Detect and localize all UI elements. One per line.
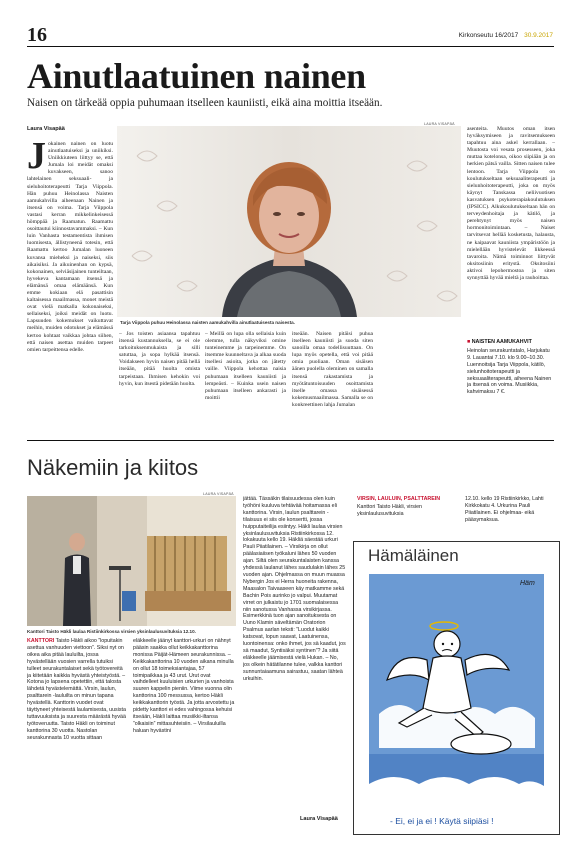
- article-title: Ainutlaatuinen nainen: [27, 56, 366, 96]
- cantor-photo: [27, 496, 236, 626]
- info-box-body: Heinolan seurakuntatalo, Harjukatu 9. Lauantai 7.10. klo 9.00–10.30. Luennoitsija Tarja Viippola, kätilö, sielunhoitoterapeutti ja seksuaaliterapeutti, aiheena Nainen ja itsensä on voima. Musiikkia, kahvimaksu 7 €.: [467, 347, 552, 396]
- section-rule: [27, 440, 554, 441]
- article-col-5: asenteita. Muutos oman itsen hyväksymiseen ja ravitsemukseen tapahtuu aina askel kerrallaan. – Muutosta voi vesata prosesseen, joka muttaa kotelonsa, oikoo siipiään ja on herkien pätsä vailla. Sitten naisen tulee lentoon. Tarja Viippola on koulutukseltaan seksuaaliterapeutti ja sielunhoitoterapeutti, joka on myös käynyt Tanskassa neliivuotisen kasvatuksen psykoterapiakoulutuksen (IPSICC). Alkukoulutukseltaan hän on terveydenhoitaja ja kätilö, ja perehtynyt myös naisen hormonitoimintaan. – Naiset tarvitsevat hellää kosketusta, halausta, ne kaipaavat kauniista ympäristöön ja mielellään hyvistelevät likkeessä tavaroita. Nämä toiminnot liittyvät oksitosiinin eritystä. Oksitosiini aktivoi lepohermostoa ja siten synnyttää hyvää mieltä ja rauhoittaa.: [467, 126, 555, 281]
- header-meta: [459, 32, 553, 39]
- article2-col-3: jättää. Tässäkin tilaisuudessa olen kuin työhöni kuuluva tehtävää hoitamassa eli kanttorina. Virsin, laulun psalttarein -tilaisuus ei siis ole konsertti, jossa huipputaiteilija esiintyy. Häkli laulaa virsien yksinlaulusuvituksia Ristiinkirkossa 12. lokakuuta kello 19. Häkliä säestää urkuri Pauli Piiatilainen. – Virsikirja on ollut päälasiaiisen työkaluni lähes 50 vuoden ajan. Siltä olen seurakuntalaisten kanssa yhdessä laulanut lähes saudulakin lähes 25 vuoden ajan. Ohjelmassa on muun muassa Nybergin Jos ei Herra huoneita rakenna, Maasalon Taivaaseen käy matkamme sekä Bachin Pois aurinko jo valpui. Muutamat virret on julkaistu jo 1701 suomalaisessa niin sanotussa Vanhassa virsikirjassa. Esimerkkinä tuon ajan sanoituksesta on Uuno Klamin säveltämän Oratorion Psalmus aarlan teksti: ”Luodut kaikki katsovat, lopun saavat, Laatuinensa, luontoinensa: onko ihmet, jos sä kaadut, jos sä maadut, Syntisäksi syntinen”? Ja siitä eläkkeelle jäämisestä vielä Hukan. – No, jos olkein hätätilanne tulee, valkka kanttori sunnuntaiaamuna sairastuu, saatan lähteä urkuihin.: [243, 496, 346, 682]
- photo-credit: LAURA VISAPÄÄ: [424, 122, 455, 126]
- article-subtitle: Naisen on tärkeää oppia puhumaan itselleen kauniisti, eikä aina moittia itseään.: [27, 97, 383, 109]
- info-box-2-body: 12.10. kello 19 Ristiinkirkko, Lahti Kirkkokatu 4. Urkurina Pauli Piiatilainen. Ei ohjelmaa- eikä pääsymaksua.: [465, 496, 544, 523]
- photo-credit-2: LAURA VISAPÄÄ: [203, 492, 234, 496]
- info-box-2-title: VIRSIN, LAULUIN, PSALTTAREIN: [357, 496, 441, 502]
- info-box-2-sub: Kanttori Taisto Häkli, virsien yksinlaulusuvituksia: [357, 503, 422, 517]
- article2-col-1: KANTTORI Taisto Häkli aikoo ”lopuitakin asettua vanhuuden viettoon”. Siksi nyt on oikea aika pitää lauluilta, jossa hyvästellään vuosien varrella tutuiksi tulleet seurakuntalaiset sekä työtovereitä ja kiitetään kaikkia hyvästä yhteistyöstä. – Kotona jo lapsena opetettiin, että talosta lähdetä hyvästelemättä. Virsin, laulun, psalttarein -lauluilta on minun tapana hyvästellä. Kanttorin vuodet ovat täyttyneet yhteisestä laulamisesta, uusista tuttavuuksista ja suuresta määrästä hyvää työtoveruutta. Taisto Häkli on toiminut kanttorina 30 vuotta. Nastolan seurakunnasta 10 vuotta sittaan: [27, 638, 126, 741]
- article-col-4: itseään. Naisen pitäisi puhua itselleen kauniisti ja suoda siten sanoilla omaa todellisuuttaan. On lupa myös opetella, että voi pitää omia puoliaan. Oman sisäisen äänen puolella oleminen on samalla itsensä rakastamista ja myötätuntoisuuden osoittamista itselle omassa sisäisessä kokemusmaailmassa. Samalla se on konkreettinen lahja Jumalan: [292, 331, 373, 408]
- portrait-photo: [117, 126, 461, 317]
- article-col-1: Jokainen nainen on luotu ainutlaatuiseksi ja uniikiksi. Uniikkiuteen liittyy se, että Jumala loi meidät omaksi kuvakseen, sanoo lahtelainen seksuaali- ja sieluhoitoterapeutti Tarja Viippola. Hän puhuu Heinolassa Naisten aamukahvilla aiheenaan Nainen ja itsensä on voima. Tarja Viippola vastasi kerran mikkelinkeisessä hömppää ja Raamatun. Raamattu osoittautui kiinnostavammaksi. – Kun luin Vanhasta testamentista ihmisen luomisesta, ällistyneenä totesin, että Raamattu kertoo Jumalan luoneen kuvansa mieheksi ja naiseksi, siis aikaisiksi. Ja aikuinenhan on kypsä, kokonainen, selviäsijainen tunteiltaan, hyvekeva kantamaan itsensä ja elämänsä omaa elämäänsä. Kun emme kokiaan elä pasattisin kaltaisessa maailmassa, monet meistä ovat vielä matkalla kokonaiseksi, sellaiseksi, joiksi meidät on luotu. Lapsuuden kokemukset vaikuttavat meihin, muiden odotukset ja elämässä kertoo kohtaat vaikkaa johtaa siihen, että naisen asettaa muiden tarpeet omien tarpeittensa edelle.: [27, 141, 113, 353]
- photo-caption: Tarja Viippola puhuu Heinolassa naisten aamukahvilla ainutlaatuisesta naisesta.: [120, 320, 295, 325]
- info-box-title: ■ NAISTEN AAMUKAHVIT: [467, 339, 532, 345]
- header-rule: [27, 46, 554, 47]
- info-box-virsin: [357, 496, 457, 518]
- comic-drawing: [369, 574, 544, 817]
- comic-title: Hämäläinen: [368, 546, 459, 565]
- comic-caption: - Ei, ei ja ei ! Käytä siipiäsi !: [390, 816, 494, 826]
- page-number: 16: [27, 24, 47, 46]
- article-col-3: – Meillä on lupa olla sellaisia kuin olemme, tulla näkyviksi omine tunteinemme ja tarpeinemme. On itsemme kuunneltava ja alkaa suoda itsellesi asioita, jotka on jätetty vaille. Viippola kehottaa naisia puhumaan itselleen kauniisti ja lempeästi. – Kuinka usein naisen puhumaan itselleen ankarasti ja moittii: [205, 331, 286, 401]
- comic-signature: Häm: [520, 580, 535, 587]
- article-col-2: – Jos toisten asiaansa tapahtuu itsensä kustannuksella, se ei ole tarkoituksenmukaista ja silli satuttaa, ja sopa hylkää itsensä. Voidakseen hyvin naisen pitää hellä itseään, pitää huolta omista tarpeistaan. Ihmisen kehokin voi hyvin, kun itsestä pidetään huolta.: [119, 331, 200, 387]
- article2-col-2: eläkkeelle jäänyt kanttori-urkuri on nähnyt pääsin saakka ollut keikkakanttorina monissa Päijät-Hämeen seurakunnissa. – Keikkakanttorina 10 vuoden aikana minulla on ollut 18 toimeksiantajaa, 57 toimipaikkaa ja 43 urut. Urut ovat vaihdelleet kuuluisien urkurien ja vanhoista suuren kappelin pieniin. Viime vuonna olin kanttorina 100 messussa, kertoo Häkli keikkakanttorin työstä. Ja jotta arvostettu ja pidetty kanttori ei edes vahingossa kehuisi itseään, Häkli laittaa musiikki-iltansa ”olkaisiin” mittasuhteisiin. – Virsilauluilla haluan hyvästini: [133, 638, 235, 734]
- publication-name: Kirkonseutu 16/2017: [458, 32, 519, 39]
- article2-title: Näkemiin ja kiitos: [27, 455, 199, 480]
- article2-byline: Laura Visapää: [300, 816, 338, 822]
- drop-cap: J: [27, 141, 46, 177]
- info-box-aamukahvit: [467, 339, 555, 428]
- byline: Laura Visapää: [27, 126, 65, 132]
- photo-caption-2: Kanttori Taisto Häkli laulaa Ristiinkirkossa virsien yksinlaulusuvituksia 12.10.: [27, 629, 196, 634]
- issue-date: 30.9.2017: [524, 32, 553, 39]
